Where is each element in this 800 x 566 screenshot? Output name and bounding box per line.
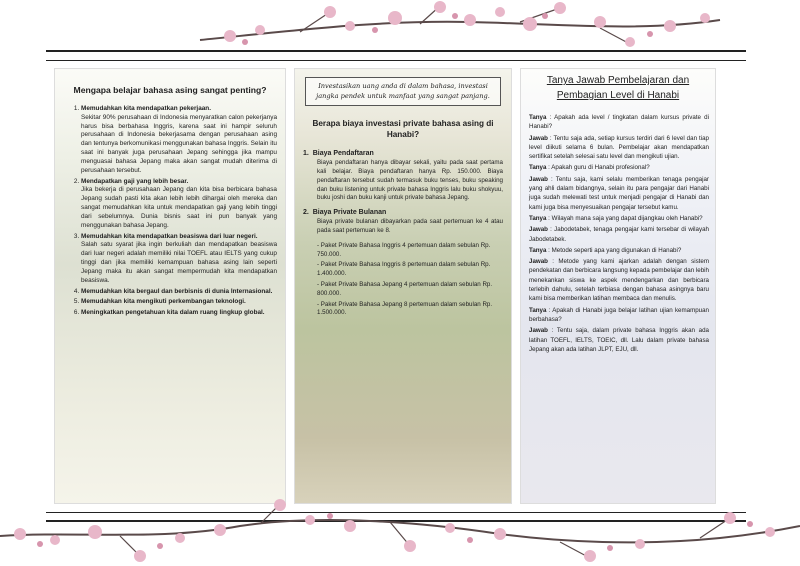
faq-entry	[529, 214, 709, 223]
package-list	[295, 242, 511, 318]
package-item: - Paket Private Bahasa Jepang 8 pertemuan dalam sebulan Rp. 1.500.000.	[317, 300, 493, 317]
why-learn-heading: Mengapa belajar bahasa asing sangat penting?	[73, 85, 267, 95]
faq-label: Jawab	[529, 327, 548, 335]
benefit-item	[81, 288, 277, 297]
monthly-fee-title	[303, 209, 505, 216]
faq-label: Jawab	[529, 258, 548, 266]
faq-entry	[529, 246, 709, 255]
benefit-title: 5. Memudahkan kita mengikuti perkembangan teknologi.	[81, 298, 246, 306]
benefit-item	[81, 178, 277, 231]
benefit-item	[81, 309, 277, 318]
faq-label: Tanya	[529, 214, 547, 222]
why-learn-panel	[54, 68, 286, 504]
benefit-title: 2. Mendapatkan gaji yang lebih besar.	[81, 177, 189, 185]
faq-text: : Metode yang kami ajarkan adalah dengan sistem pendekatan dan berbicara langsung kepada pembelajar dan lebih menekankan siswa ke aspek mendengarkan dan berbicara terlebih dahulu, setelah terbiasa dengan bahasa asingnya baru kami bisa memberikan latihan membaca dan menulis.	[529, 258, 709, 303]
faq-text: : Metode seperti apa yang digunakan di Hanabi?	[548, 246, 682, 254]
faq-heading	[525, 73, 711, 103]
faq-label: Tanya	[529, 164, 547, 172]
registration-fee-body: Biaya pendaftaran hanya dibayar sekali, yaitu pada saat pertama kali belajar. Biaya pendaftaran hanya Rp. 150.000. Biaya pendaftaran tersebut sudah termasuk buku tenses, buku speaking dan buku listening untuk private bahasa Inggris lalu buku shokyuu, buku joshi dan buku kanji untuk private bahasa Jepang.	[317, 159, 503, 202]
top-rule	[46, 50, 746, 52]
faq-label: Jawab	[529, 175, 548, 183]
benefit-title: 3. Memudahkan kita mendapatkan beasiswa dari luar negeri.	[81, 232, 258, 240]
faq-entry	[529, 306, 709, 325]
faq-text: : Tentu saja ada, setiap kursus terdiri dari 6 level dan tiap level diikuti selama 6 bulan. Pembelajar akan mendapatkan sertifikat setelah selesai satu level dan mengikuti ujian.	[529, 134, 709, 161]
package-item: - Paket Private Bahasa Inggris 4 pertemuan dalam sebulan Rp. 750.000.	[317, 241, 491, 258]
faq-label: Tanya	[529, 246, 547, 254]
faq-entry	[529, 326, 709, 354]
faq-label: Tanya	[529, 306, 547, 314]
faq-heading-line: Pembagian Level di Hanabi	[556, 90, 680, 101]
benefit-title: 6. Meningkatkan pengetahuan kita dalam ruang lingkup global.	[81, 309, 265, 317]
benefit-item	[81, 105, 277, 176]
registration-fee-title	[303, 150, 505, 157]
faq-text: : Apakah di Hanabi juga belajar latihan ujian kemampuan berbahasa?	[529, 306, 709, 323]
faq-label: Jawab	[529, 134, 548, 142]
faq-text: : Tentu saja, kami selalu memberikan tenaga pengajar yang ahli dalam bidangnya, selain itu para pengajar dari Hanabi juga sudah melewati test untuk menjadi pengajar di Hanabi dan kami juga bisa menyesuaikan pengajar tersebut kamu.	[529, 175, 709, 211]
investment-quote: Investasikan uang anda di dalam bahasa, investasi jangka pendek untuk manfaat yang sangat panjang.	[305, 77, 501, 106]
faq-heading-line: Tanya Jawab Pembelajaran dan	[546, 75, 690, 86]
faq-text: : Apakah ada level / tingkatan dalam kursus private di Hanabi?	[529, 114, 709, 131]
faq-text: : Tentu saja, dalam private bahasa Inggris akan ada latihan TOEFL, IELTS, TOEIC, dll. Lalu dalam private bahasa Jepang akan ada latihan JLPT, EJU, dll.	[529, 327, 709, 353]
top-rule-inner	[46, 60, 746, 61]
benefits-list	[55, 105, 285, 318]
pricing-heading: Berapa biaya investasi private bahasa asing di Hanabi?	[312, 119, 494, 140]
section-title: Biaya Pendaftaran	[312, 150, 374, 158]
benefit-item	[81, 233, 277, 286]
benefit-item	[81, 298, 277, 307]
faq-entry	[529, 134, 709, 162]
faq-entry	[529, 175, 709, 212]
section-title: Biaya Private Bulanan	[312, 209, 387, 217]
cherry-blossom-branch-bottom	[0, 496, 800, 566]
package-item: - Paket Private Bahasa Jepang 4 pertemuan dalam sebulan Rp. 800.000.	[317, 280, 493, 297]
faq-text: : Apakah guru di Hanabi profesional?	[548, 164, 650, 172]
faq-label: Tanya	[529, 114, 547, 121]
section-number: 2.	[303, 209, 309, 217]
faq-entry	[529, 225, 709, 244]
monthly-fee-body: Biaya private bulanan dibayarkan pada saat pertemuan ke 4 atau pada saat pertemuan ke 8.	[317, 218, 503, 234]
faq-panel	[520, 68, 716, 504]
faq-entry	[529, 113, 709, 132]
benefit-title: 1. Memudahkan kita mendapatkan pekerjaan.	[81, 105, 211, 112]
faq-text: : Wilayah mana saja yang dapat dijangkau oleh Hanabi?	[548, 214, 703, 222]
faq-entry	[529, 257, 709, 303]
benefit-title: 4. Memudahkan kita bergaul dan berbisnis di dunia Internasional.	[81, 287, 273, 295]
faq-list	[529, 113, 709, 354]
benefit-detail: Sekitar 90% perusahaan di Indonesia menyaratkan calon pekerjanya harus bisa berbahasa Inggris, karena saat ini hampir seluruh perusahaan di Indonesia bekerjasama dengan perusahaan asing dan tentunya berkomunikasi menggunakan bahasa Inggris. Selain itu saat ini banyak juga perusahaan Jepang sehingga jika mampu menguasai bahasa Jepang maka akan sangat mudah diterima di perusahaan tersebut.	[81, 113, 277, 174]
benefit-detail: Salah satu syarat jika ingin berkuliah dan mendapatkan beasiswa dari luar negeri adalah memiliki nilai TOEFL atau IELTS yang cukup tinggi dan jika memiliki kemampuan bahasa asing lain seperti Jepang maka itu akan sangat mempermudah kita mendapatkan beasiswa.	[81, 241, 277, 284]
section-number: 1.	[303, 150, 309, 158]
faq-text: : Jabodetabek, tenaga pengajar kami tersebar di wilayah Jabodetabek.	[529, 226, 709, 243]
pricing-panel	[294, 68, 512, 504]
benefit-detail: Jika bekerja di perusahaan Jepang dan kita bisa berbicara bahasa Jepang sudah pasti kita akan lebih lebih dihargai oleh mereka dan sangat memudahkan kita untuk mendapatkan gaji yang lebih tinggi dari sebelumnya. Dunia bisnis saat ini pun banyak yang menggunakan bahasa Jepang.	[81, 186, 277, 229]
package-item: - Paket Private Bahasa Inggris 8 pertemuan dalam sebulan Rp. 1.400.000.	[317, 261, 491, 278]
faq-entry	[529, 163, 709, 172]
faq-label: Jawab	[529, 226, 548, 234]
